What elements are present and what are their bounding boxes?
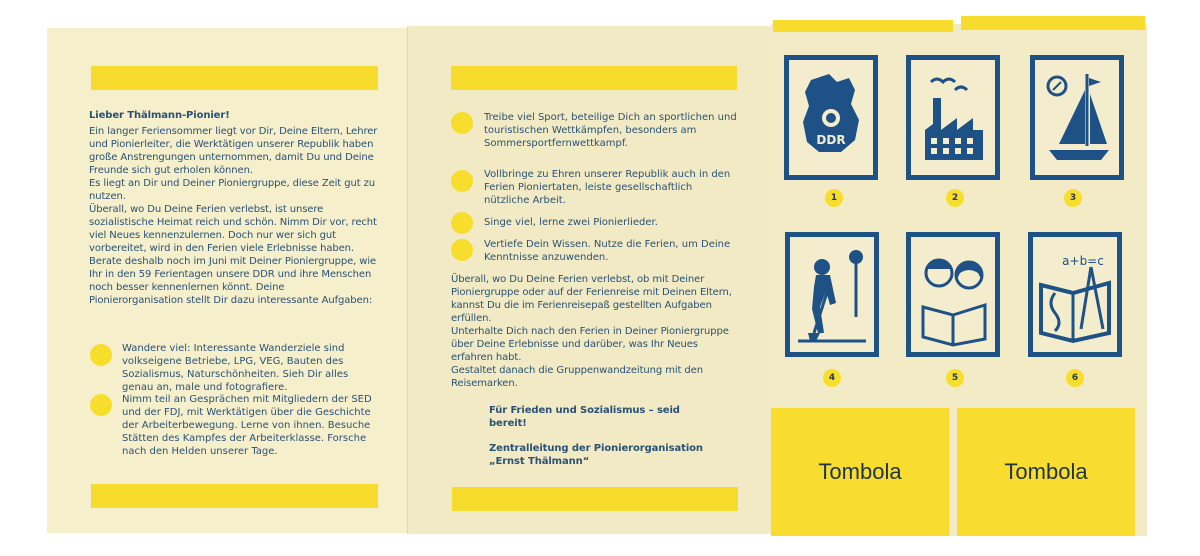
stamp-number: 4: [823, 369, 841, 387]
stamp-book: [1028, 232, 1122, 357]
paragraph: Überall, wo Du Deine Ferien verlebst, ist unsere sozialistische Heimat reich und schön. Nimm Dir vor, recht viel Neues kennenzulernen. Doch nur wer sich gut vorbereitet, wird in den Ferien viele Erlebnisse haben.: [89, 204, 377, 254]
paragraph: Überall, wo Du Deine Ferien verlebst, ob mit Deiner Pioniergruppe oder auf der Ferienreise mit Deinen Eltern, kannst Du die im Ferienreisepaß gestellten Aufgaben erfüllen.: [451, 274, 732, 324]
tombola-left: Tombola: [771, 408, 949, 536]
factory-icon: [911, 60, 995, 175]
motto: Für Frieden und Sozialismus – seid bereit!: [489, 405, 680, 429]
bullet-text: Nimm teil an Gesprächen mit Mitgliedern der SED und der FDJ, mit Werktätigen über die Geschichte der Arbeiterbewegung. Lerne von ihnen. Besuche Stätten des Kampfes der Arbeiterklasse. Forsche nach den Helden unserer Tage.: [122, 394, 372, 457]
tree-planting-icon: [790, 237, 874, 352]
stamp-number: 5: [946, 369, 964, 387]
bullet-text: Treibe viel Sport, beteilige Dich an sportlichen und touristischen Wettkämpfen, besonders am Sommersportfernwettkampf.: [484, 112, 737, 149]
yellow-bar-bottom-middle: [452, 487, 738, 511]
bullet-dot: [451, 170, 473, 192]
book-compass-formula-icon: [1033, 237, 1117, 352]
left-text: [89, 109, 381, 307]
paragraph: Es liegt an Dir und Deiner Pioniergruppe, diese Zeit gut zu nutzen.: [89, 178, 375, 202]
stamp-number: 6: [1066, 369, 1084, 387]
sailboat-compass-icon: [1035, 60, 1119, 175]
middle-text: [451, 273, 739, 390]
ddr-map-emblem-icon: [789, 60, 873, 175]
paragraph: Gestaltet danach die Gruppenwandzeitung mit den Reisemarken.: [451, 365, 703, 389]
bullet-dot: [90, 344, 112, 366]
greeting: Lieber Thälmann-Pionier!: [89, 110, 230, 121]
paragraph: Ein langer Feriensommer liegt vor Dir, Deine Eltern, Lehrer und Pionierleiter, die Werktätigen unserer Republik haben große Anstrengungen unternommen, damit Du und Deine Freunde sich gut erholen können.: [89, 126, 378, 176]
stamp-ddr-map: [784, 55, 878, 180]
stamp-planting: [785, 232, 879, 357]
stamp-number: 3: [1064, 189, 1082, 207]
bullet-dot: [451, 239, 473, 261]
paragraph: Berate deshalb noch im Juni mit Deiner Pioniergruppe, wie Ihr in den 59 Ferientagen unsere DDR und ihre Menschen noch besser kennenlernen könnt. Deine Pionierorganisation stellt Dir dazu interessante Aufgaben:: [89, 256, 377, 306]
stamp-factory: [906, 55, 1000, 180]
ddr-label: DDR: [816, 133, 846, 147]
bullet-text: Wandere viel: Interessante Wanderziele sind volkseigene Betriebe, LPG, VEG, Bauten des Sozialismus, Naturschönheiten. Sieh Dir alles genau an, male und fotografiere.: [122, 343, 349, 393]
bullet-text: Vertiefe Dein Wissen. Nutze die Ferien, um Deine Kenntnisse anzuwenden.: [484, 239, 731, 263]
signature: Zentralleitung der Pionierorganisation „Ernst Thälmann“: [489, 443, 703, 467]
yellow-strip-top: [773, 20, 953, 32]
yellow-bar-top-left: [91, 66, 378, 90]
bullet-dot: [451, 212, 473, 234]
children-reading-icon: [911, 237, 995, 352]
stamp-number: 1: [825, 189, 843, 207]
bullet-dot: [451, 112, 473, 134]
bullet-text: Singe viel, lerne zwei Pionierlieder.: [484, 217, 658, 228]
stamp-reading: [906, 232, 1000, 357]
formula-label: a+b=c: [1062, 254, 1104, 268]
stamp-number: 2: [946, 189, 964, 207]
paragraph: Unterhalte Dich nach den Ferien in Deiner Pioniergruppe über Deine Erlebnisse und darüber, was Ihr Neues erfahren habt.: [451, 326, 729, 363]
stamp-sailboat: [1030, 55, 1124, 180]
bullet-dot: [90, 394, 112, 416]
yellow-bar-bottom-left: [91, 484, 378, 508]
bullet-text: Vollbringe zu Ehren unserer Republik auch in den Ferien Pioniertaten, leiste gesellschaftlich nützliche Arbeit.: [484, 169, 731, 206]
yellow-bar-top-middle: [451, 66, 737, 90]
yellow-strip-top: [961, 16, 1145, 30]
tombola-right: Tombola: [957, 408, 1135, 536]
